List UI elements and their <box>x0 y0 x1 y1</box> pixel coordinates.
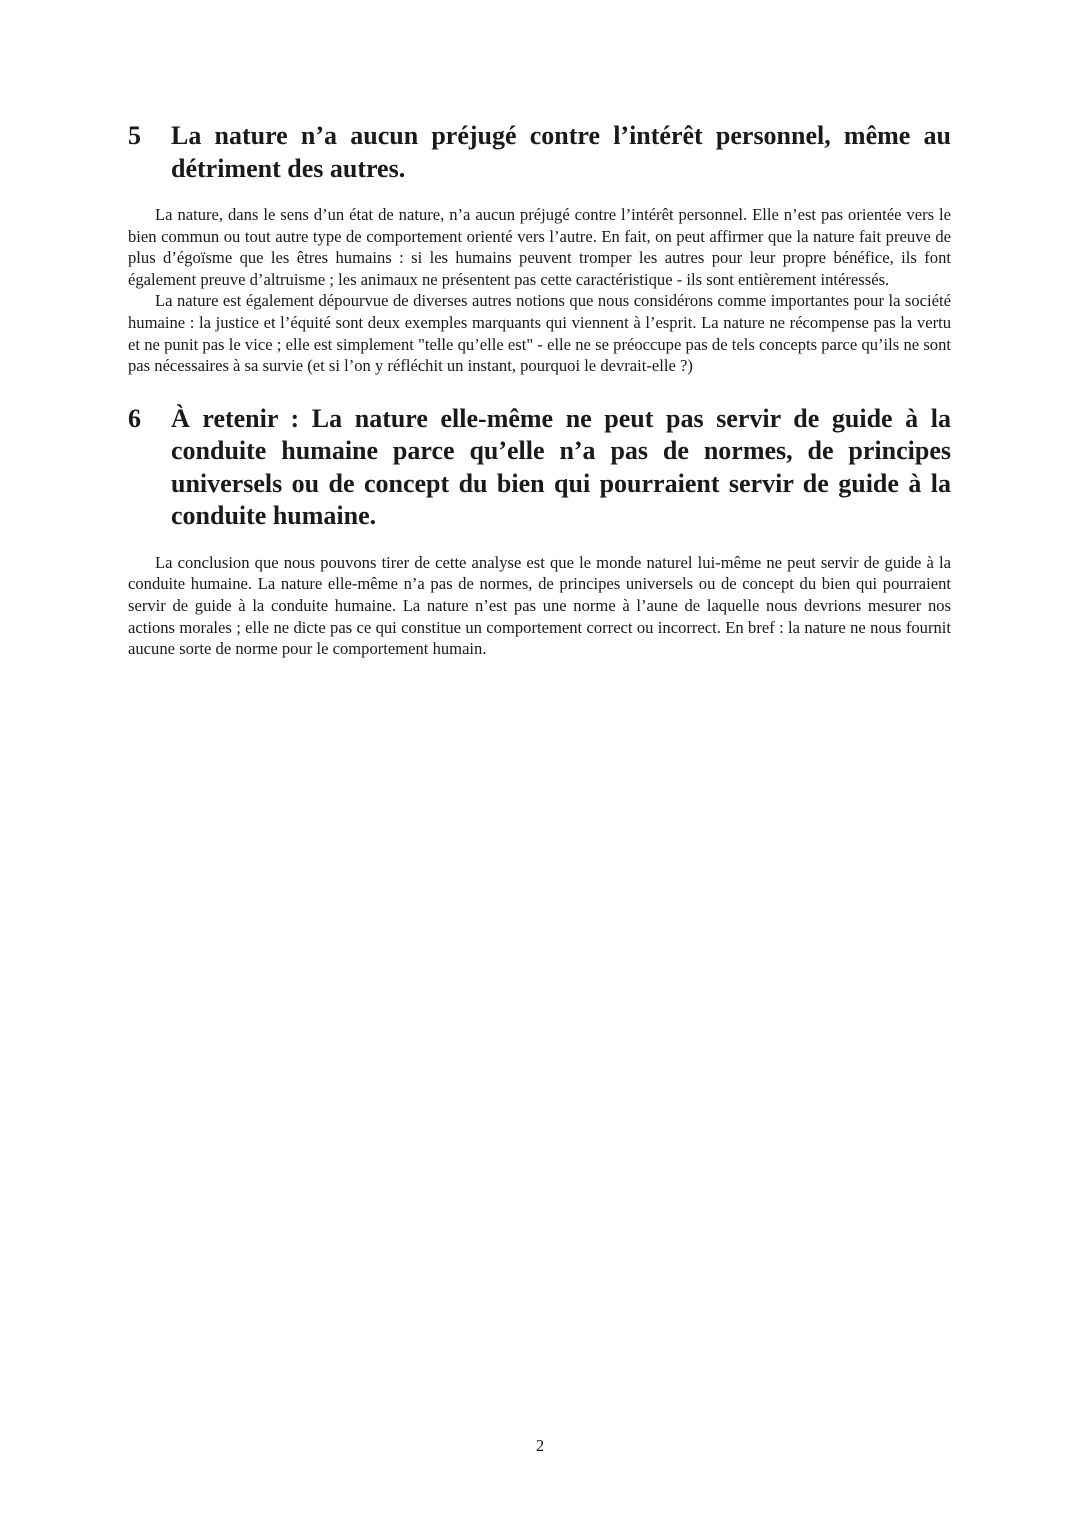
section-number: 5 <box>128 121 141 150</box>
paragraph: La nature est également dépourvue de diverses autres notions que nous considérons comme importantes pour la société humaine : la justice et l’équité sont deux exemples marquants qui viennent à l’esprit. La nature ne récompense pas la vertu et ne punit pas le vice ; elle est simplement "telle qu’elle est" - elle ne se préoccupe pas de tels concepts parce qu’ils ne sont pas nécessaires à sa survie (et si l’on y réfléchit un instant, pourquoi le devrait-elle ?) <box>128 291 951 376</box>
paragraph: La conclusion que nous pouvons tirer de cette analyse est que le monde naturel lui-même ne peut servir de guide à la conduite humaine. La nature elle-même n’a pas de normes, de principes universels ou de concept du bien qui pourraient servir de guide à la conduite humaine. La nature n’est pas une norme à l’aune de laquelle nous devrions mesurer nos actions morales ; elle ne dicte pas ce qui constitue un comportement correct ou incorrect. En bref : la nature ne nous fournit aucune sorte de norme pour le comportement humain. <box>128 552 951 659</box>
section-title: À retenir : La nature elle-même ne peut pas servir de guide à la conduite humaine parce qu’elle n’a pas de normes, de principes universels ou de concept du bien qui pourraient servir de guide à la conduite humaine. <box>171 403 951 531</box>
page-number: 2 <box>535 1436 545 1455</box>
section-heading-5 <box>128 120 951 185</box>
paragraph: La nature, dans le sens d’un état de nature, n’a aucun préjugé contre l’intérêt personnel. Elle n’est pas orientée vers le bien commun ou tout autre type de comportement orienté vers l’autre. En fait, on peut affirmer que la nature fait preuve de plus d’égoïsme que les êtres humains : si les humains peuvent tromper les autres pour leur propre bénéfice, ils font également preuve d’altruisme ; les animaux ne présentent pas cette caractéristique - ils sont entièrement intéressés. <box>128 205 951 289</box>
section-body-5 <box>128 204 951 377</box>
document-body <box>128 120 951 660</box>
section-number: 6 <box>128 403 141 433</box>
section-heading-6 <box>128 403 951 533</box>
section-body-6 <box>128 552 951 660</box>
section-title: La nature n’a aucun préjugé contre l’intérêt personnel, même au détriment des autres. <box>171 121 951 183</box>
